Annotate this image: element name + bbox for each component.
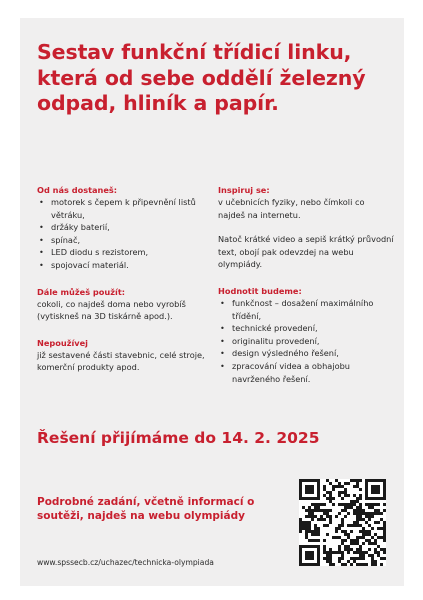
can-use-text: cokoli, co najdeš doma nebo vyrobíš (vytiskneš na 3D tiskárně apod.). — [37, 298, 186, 322]
qr-code-icon[interactable] — [299, 479, 386, 566]
qr-code-graphic — [299, 479, 386, 566]
receive-list — [37, 196, 215, 272]
inspire-heading: Inspiruj se: — [218, 185, 270, 195]
do-not-use-text: již sestavené části stavebnic, celé stroje, komerční produkty apod. — [37, 349, 205, 373]
list-item: • spínač, — [37, 234, 215, 247]
poster-title: Sestav funkční třídicí linku, která od sebe oddělí železný odpad, hliník a papír. — [37, 40, 366, 115]
evaluate-list — [218, 297, 394, 385]
inspire-text: v učebnicích fyziky, nebo čímkoli co najdeš na internetu. — [218, 197, 365, 220]
do-not-use-section — [37, 337, 215, 374]
website-url[interactable]: www.spssecb.cz/uchazec/technicka-olympiada — [37, 558, 214, 567]
list-item: • funkčnost – dosažení maximálního třídění, — [218, 297, 394, 322]
left-column — [37, 184, 215, 388]
right-column — [218, 184, 394, 399]
evaluate-heading: Hodnotit budeme: — [218, 285, 302, 296]
receive-section — [37, 184, 215, 272]
list-item: • motorek s čepem k připevnění listů větráku, — [37, 196, 215, 221]
deadline-text: Řešení přijímáme do 14. 2. 2025 — [37, 429, 320, 447]
list-item: • spojovací materiál. — [37, 259, 215, 272]
list-item: • originalitu provedení, — [218, 335, 394, 348]
list-item: • technické provedení, — [218, 322, 394, 335]
details-cta-text: Podrobné zadání, včetně informací o soutěži, najdeš na webu olympiády — [37, 496, 255, 522]
list-item: • LED diodu s rezistorem, — [37, 246, 215, 259]
list-item: • design výsledného řešení, — [218, 347, 394, 360]
receive-heading: Od nás dostaneš: — [37, 185, 118, 195]
poster-sheet — [20, 18, 404, 586]
do-not-use-heading: Nepoužívej — [37, 337, 88, 348]
can-use-heading: Dále můžeš použít: — [37, 286, 126, 297]
list-item: • zpracování videa a obhajobu navrženého řešení. — [218, 360, 394, 385]
inspire-section — [218, 184, 394, 271]
evaluate-section — [218, 285, 394, 385]
list-item: • držáky baterií, — [37, 221, 215, 234]
can-use-section — [37, 286, 215, 323]
video-instructions-text: Natoč krátké video a sepiš krátký průvodní text, obojí pak odevzdej na webu olympiády. — [218, 234, 394, 270]
